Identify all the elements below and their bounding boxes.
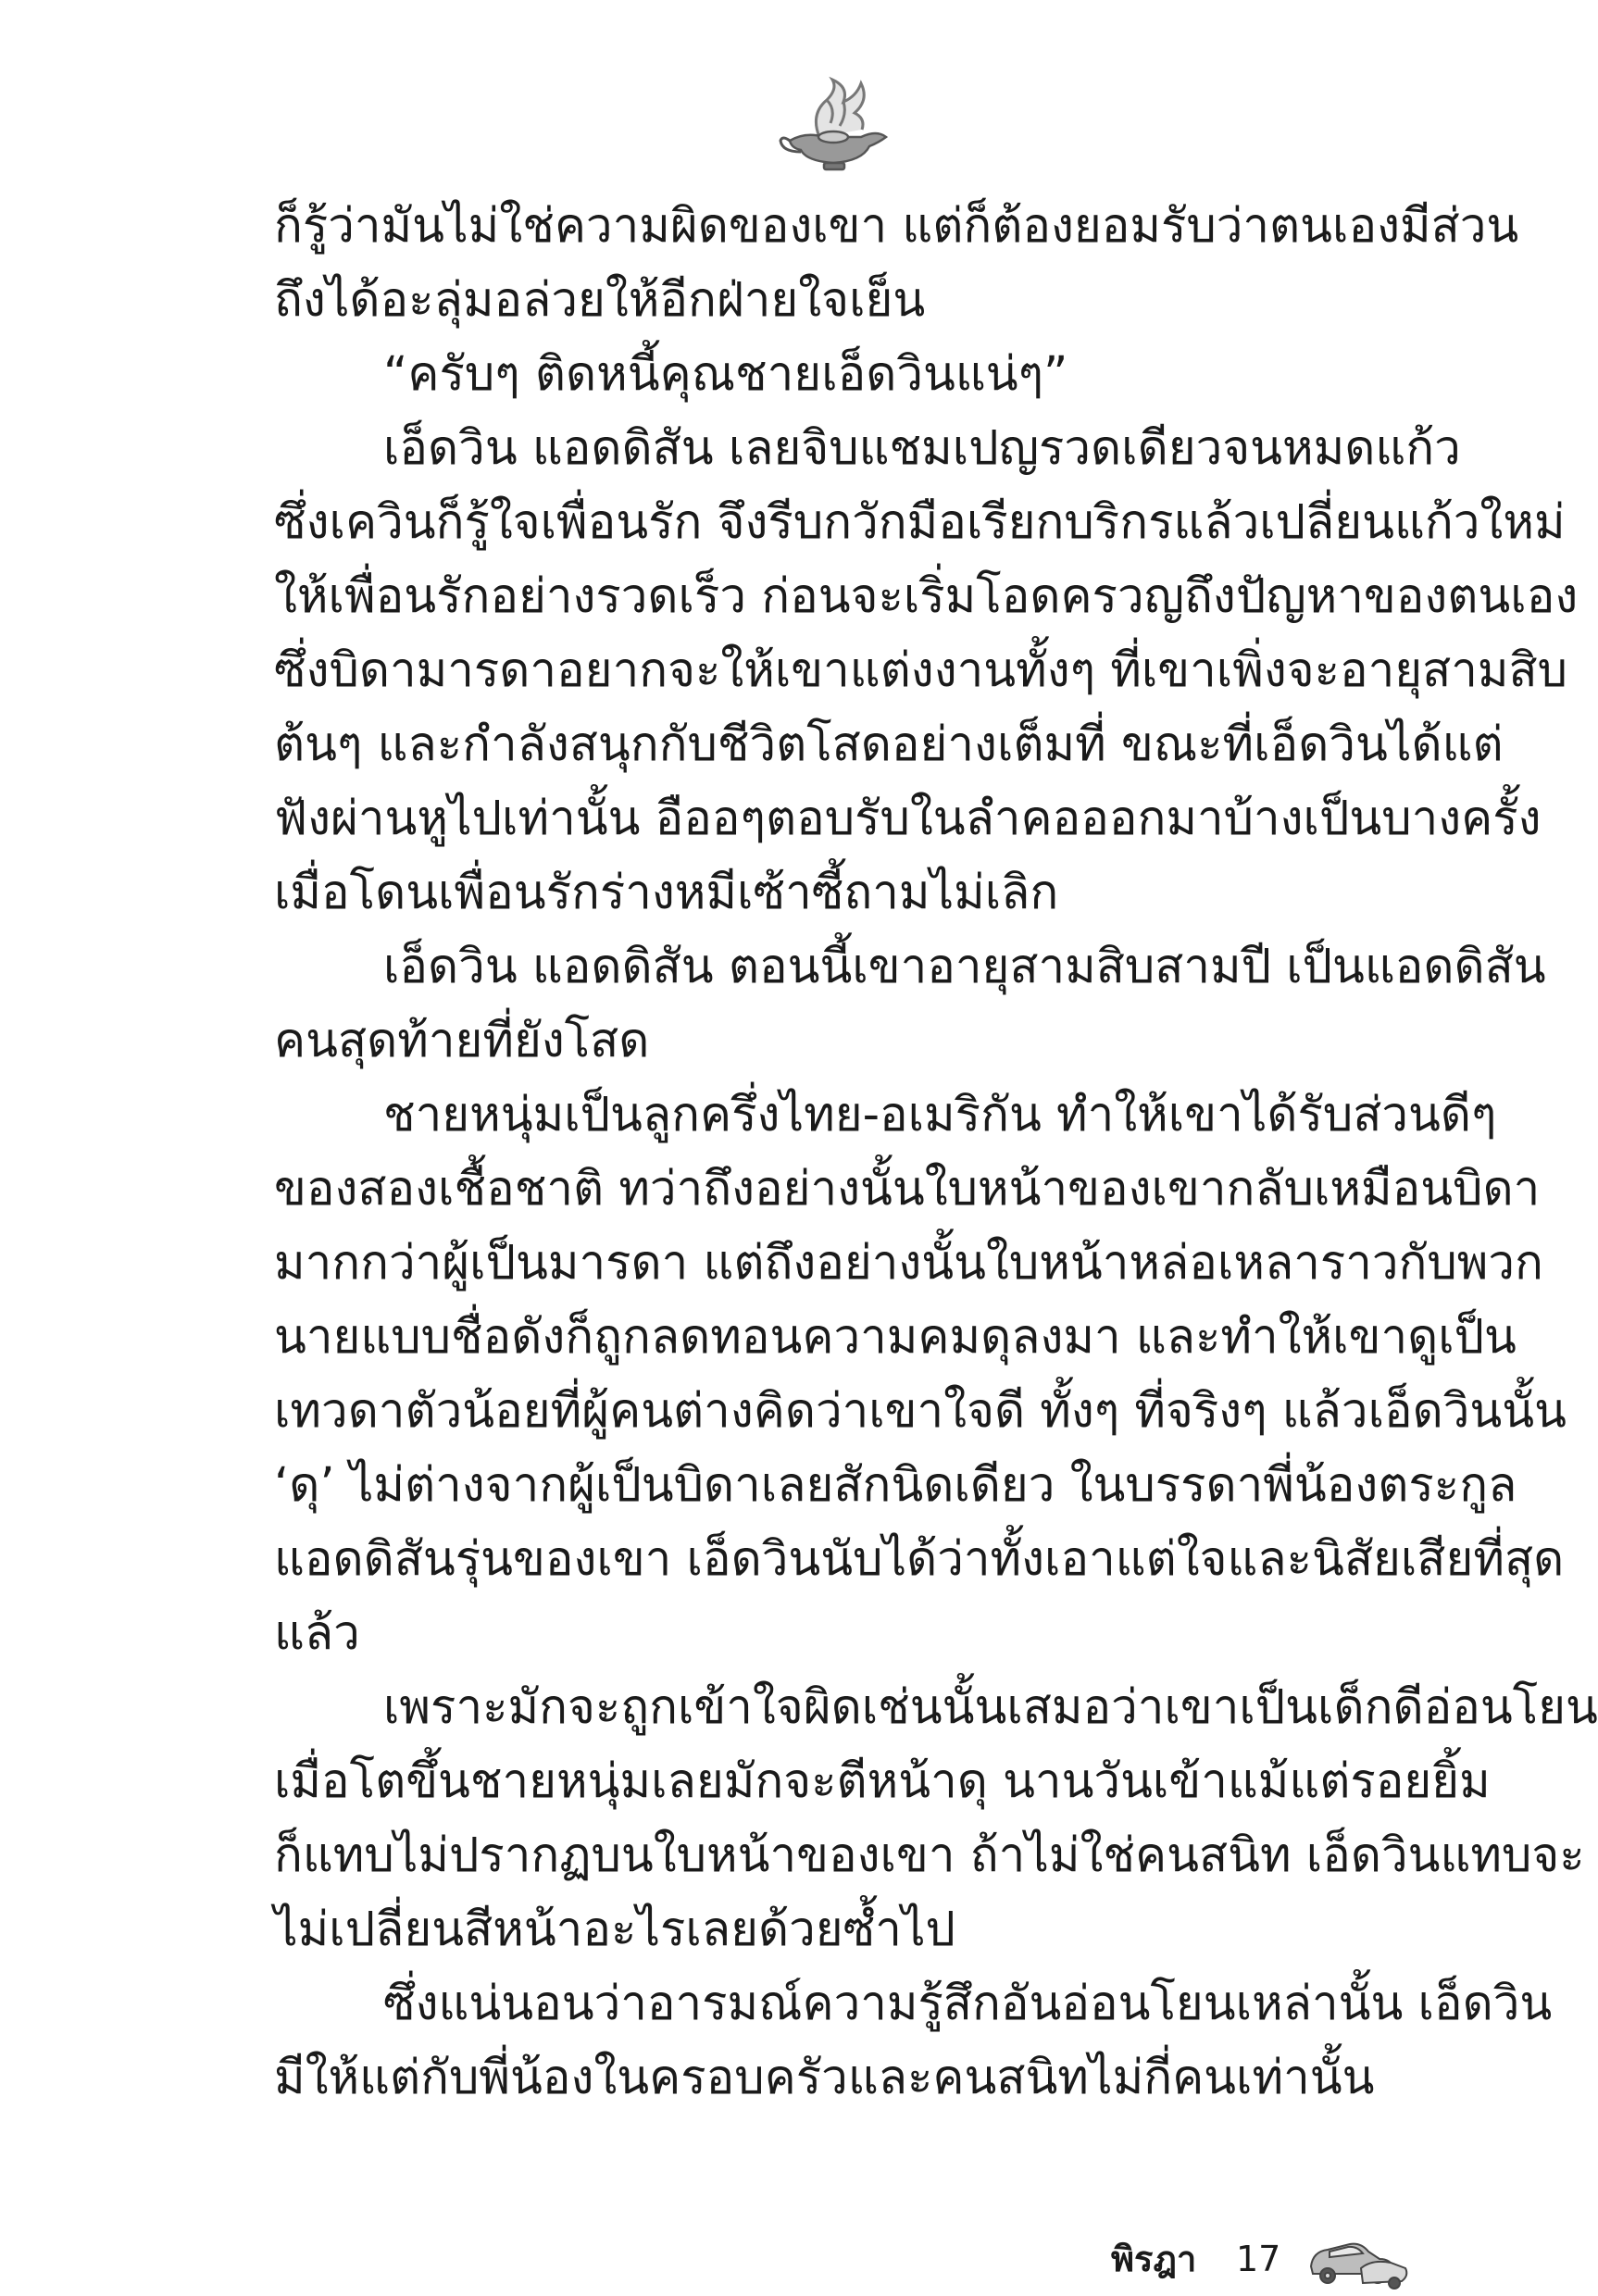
text-line: แอดดิสันรุ่นของเขา เอ็ดวินนับได้ว่าทั้งเอาแต่ใจและนิสัยเสียที่สุด: [274, 1532, 1565, 1587]
paragraph: [274, 1967, 1553, 2115]
page-footer: [0, 2231, 1586, 2296]
text-line: ฟังผ่านหูไปเท่านั้น อืออๆตอบรับในลำคอออกมาบ้างเป็นบางครั้ง: [274, 792, 1542, 846]
body-text: [274, 190, 1598, 2115]
text-line: คนสุดท้ายที่ยังโสด: [274, 1014, 650, 1068]
page-number: 17: [1236, 2239, 1281, 2279]
paragraph: [274, 338, 1413, 412]
text-line: เมื่อโดนเพื่อนรักร่างหมีเซ้าซี้ถามไม่เลิก: [274, 866, 1059, 920]
text-line: ของสองเชื้อชาติ ทว่าถึงอย่างนั้นใบหน้าของเขากลับเหมือนบิดา: [274, 1162, 1541, 1217]
text-line: ไม่เปลี่ยนสีหน้าอะไรเลยด้วยซ้ำไป: [274, 1903, 955, 1957]
paragraph: [274, 1671, 1598, 1967]
text-line: ก็รู้ว่ามันไม่ใช่ความผิดของเขา แต่ก็ต้องยอมรับว่าตนเองมีส่วน: [274, 199, 1519, 254]
text-line: เพราะมักจะถูกเข้าใจผิดเช่นนั้นเสมอว่าเขาเป็นเด็กดีอ่อนโยน: [383, 1680, 1598, 1735]
paragraph: [274, 930, 1546, 1079]
text-line: ให้เพื่อนรักอย่างรวดเร็ว ก่อนจะเริ่มโอดครวญถึงปัญหาของตนเอง: [274, 569, 1579, 624]
text-line: ซึ่งแน่นอนว่าอารมณ์ความรู้สึกอันอ่อนโยนเหล่านั้น เอ็ดวิน: [383, 1977, 1553, 2031]
text-line: เมื่อโตขึ้นชายหนุ่มเลยมักจะตีหน้าดุ นานวันเข้าแม้แต่รอยยิ้ม: [274, 1754, 1491, 1809]
text-line: เอ็ดวิน แอดดิสัน เลยจิบแชมเปญรวดเดียวจนหมดแก้ว: [383, 421, 1461, 476]
paragraph: [274, 1079, 1567, 1671]
text-line: มากกว่าผู้เป็นมารดา แต่ถึงอย่างนั้นใบหน้าหล่อเหลาราวกับพวก: [274, 1236, 1543, 1291]
paragraph: [274, 190, 1519, 338]
car-icon: [1305, 2231, 1412, 2291]
text-line: ต้นๆ และกำลังสนุกกับชีวิตโสดอย่างเต็มที่ ขณะที่เอ็ดวินได้แต่: [274, 718, 1504, 772]
text-line: นายแบบชื่อดังก็ถูกลดทอนความคมดุลงมา และทำให้เขาดูเป็น: [274, 1310, 1517, 1365]
magic-lamp-icon: [773, 72, 893, 174]
paragraph: [274, 412, 1579, 930]
text-line: “ครับๆ ติดหนี้คุณชายเอ็ดวินแน่ๆ”: [383, 347, 1068, 402]
text-line: เทวดาตัวน้อยที่ผู้คนต่างคิดว่าเขาใจดี ทั้งๆ ที่จริงๆ แล้วเอ็ดวินนั้น: [274, 1384, 1567, 1439]
text-line: มีให้แต่กับพี่น้องในครอบครัวและคนสนิทไม่กี่คนเท่านั้น: [274, 2051, 1375, 2105]
text-line: เอ็ดวิน แอดดิสัน ตอนนี้เขาอายุสามสิบสามปี เป็นแอดดิสัน: [383, 940, 1546, 994]
text-line: ถึงได้อะลุ่มอล่วยให้อีกฝ่ายใจเย็น: [274, 273, 926, 328]
text-line: ชายหนุ่มเป็นลูกครึ่งไทย-อเมริกัน ทำให้เขาได้รับส่วนดีๆ: [383, 1088, 1497, 1142]
text-line: ‘ดุ’ ไม่ต่างจากผู้เป็นบิดาเลยสักนิดเดียว ในบรรดาพี่น้องตระกูล: [274, 1458, 1517, 1513]
text-line: ก็แทบไม่ปรากฏบนใบหน้าของเขา ถ้าไม่ใช่คนสนิท เอ็ดวินแทบจะ: [274, 1828, 1585, 1883]
text-line: แล้ว: [274, 1606, 360, 1661]
text-line: ซึ่งบิดามารดาอยากจะให้เขาแต่งงานทั้งๆ ที่เขาเพิ่งจะอายุสามสิบ: [274, 643, 1568, 698]
text-line: ซึ่งเควินก็รู้ใจเพื่อนรัก จึงรีบกวักมือเรียกบริกรแล้วเปลี่ยนแก้วใหม่: [274, 495, 1566, 550]
book-title: พิรฎา: [1111, 2239, 1197, 2279]
